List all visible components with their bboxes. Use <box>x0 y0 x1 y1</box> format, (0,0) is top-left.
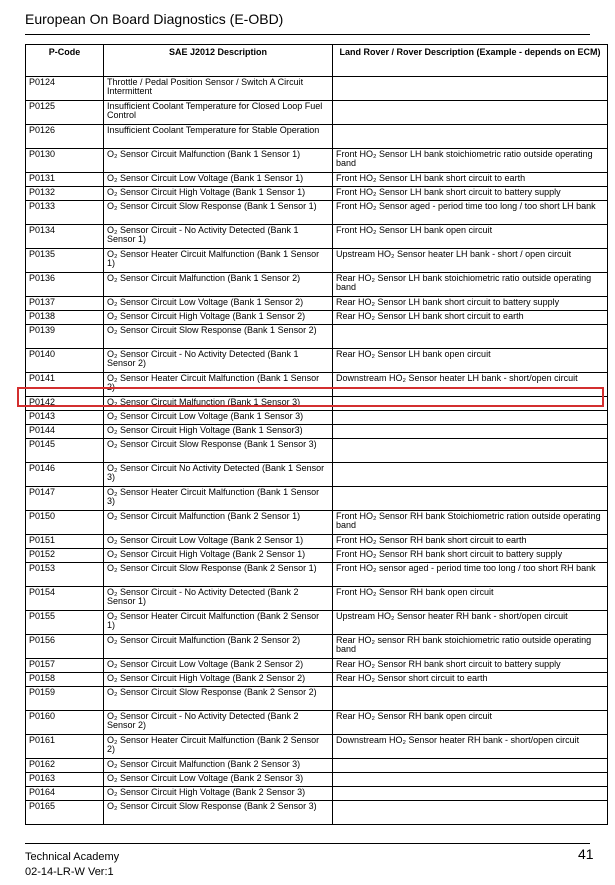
cell-landrover-description: Front HO₂ Sensor RH bank short circuit to battery supply <box>333 549 608 563</box>
cell-sae-description: O₂ Sensor Circuit Low Voltage (Bank 1 Sensor 1) <box>104 173 333 187</box>
table-row <box>26 325 608 349</box>
cell-pcode: P0147 <box>26 487 104 511</box>
cell-landrover-description: Rear HO₂ Sensor RH bank open circuit <box>333 711 608 735</box>
cell-landrover-description: Front HO₂ Sensor LH bank short circuit to battery supply <box>333 187 608 201</box>
footer-info <box>25 850 119 880</box>
footer-version: 02-14-LR-W Ver:1 <box>25 866 114 878</box>
cell-landrover-description <box>333 77 608 101</box>
table-body <box>26 77 608 825</box>
cell-landrover-description: Rear HO₂ Sensor LH bank short circuit to earth <box>333 311 608 325</box>
cell-sae-description: O₂ Sensor Heater Circuit Malfunction (Bank 1 Sensor 2) <box>104 373 333 397</box>
cell-sae-description: O₂ Sensor Circuit Low Voltage (Bank 1 Sensor 3) <box>104 411 333 425</box>
cell-pcode: P0140 <box>26 349 104 373</box>
cell-pcode: P0163 <box>26 773 104 787</box>
table-row <box>26 425 608 439</box>
cell-sae-description: O₂ Sensor Circuit No Activity Detected (Bank 1 Sensor 3) <box>104 463 333 487</box>
cell-pcode: P0162 <box>26 759 104 773</box>
cell-pcode: P0144 <box>26 425 104 439</box>
cell-landrover-description: Front HO₂ Sensor aged - period time too long / too short LH bank <box>333 201 608 225</box>
cell-sae-description: O₂ Sensor Circuit Low Voltage (Bank 2 Sensor 3) <box>104 773 333 787</box>
footer-academy: Technical Academy <box>25 851 120 863</box>
cell-sae-description: O₂ Sensor Circuit Malfunction (Bank 2 Sensor 2) <box>104 635 333 659</box>
table-row <box>26 535 608 549</box>
cell-pcode: P0155 <box>26 611 104 635</box>
cell-pcode: P0146 <box>26 463 104 487</box>
table-row <box>26 149 608 173</box>
cell-landrover-description: Downstream HO₂ Sensor heater LH bank - short/open circuit <box>333 373 608 397</box>
cell-landrover-description: Front HO₂ Sensor RH bank short circuit to earth <box>333 535 608 549</box>
cell-landrover-description <box>333 411 608 425</box>
cell-pcode: P0165 <box>26 801 104 825</box>
table-header-row <box>26 45 608 77</box>
table-row <box>26 687 608 711</box>
cell-pcode: P0157 <box>26 659 104 673</box>
table-row <box>26 549 608 563</box>
cell-landrover-description: Rear HO₂ Sensor LH bank stoichiometric ratio outside operating band <box>333 273 608 297</box>
cell-pcode: P0164 <box>26 787 104 801</box>
cell-landrover-description: Upstream HO₂ Sensor heater LH bank - short / open circuit <box>333 249 608 273</box>
table-row <box>26 101 608 125</box>
cell-sae-description: O₂ Sensor Circuit Malfunction (Bank 2 Sensor 1) <box>104 511 333 535</box>
cell-pcode: P0145 <box>26 439 104 463</box>
page-number: 41 <box>578 846 594 862</box>
cell-pcode: P0159 <box>26 687 104 711</box>
cell-pcode: P0124 <box>26 77 104 101</box>
table-row <box>26 801 608 825</box>
cell-landrover-description <box>333 487 608 511</box>
table-row <box>26 511 608 535</box>
cell-pcode: P0158 <box>26 673 104 687</box>
cell-sae-description: O₂ Sensor Circuit Low Voltage (Bank 1 Sensor 2) <box>104 297 333 311</box>
table-row <box>26 273 608 297</box>
cell-pcode: P0135 <box>26 249 104 273</box>
table-row <box>26 611 608 635</box>
cell-pcode: P0134 <box>26 225 104 249</box>
cell-pcode: P0133 <box>26 201 104 225</box>
cell-landrover-description <box>333 801 608 825</box>
table-row <box>26 249 608 273</box>
cell-landrover-description <box>333 463 608 487</box>
table-row <box>26 311 608 325</box>
table-row <box>26 563 608 587</box>
cell-sae-description: O₂ Sensor Circuit Low Voltage (Bank 2 Sensor 1) <box>104 535 333 549</box>
cell-landrover-description: Rear HO₂ Sensor LH bank short circuit to battery supply <box>333 297 608 311</box>
cell-sae-description: O₂ Sensor Circuit Low Voltage (Bank 2 Sensor 2) <box>104 659 333 673</box>
cell-pcode: P0156 <box>26 635 104 659</box>
cell-sae-description: O₂ Sensor Heater Circuit Malfunction (Bank 2 Sensor 2) <box>104 735 333 759</box>
table-row <box>26 439 608 463</box>
cell-pcode: P0136 <box>26 273 104 297</box>
table-row <box>26 711 608 735</box>
cell-pcode: P0141 <box>26 373 104 397</box>
cell-pcode: P0152 <box>26 549 104 563</box>
cell-landrover-description <box>333 773 608 787</box>
cell-landrover-description: Front HO₂ Sensor RH bank Stoichiometric ration outside operating band <box>333 511 608 535</box>
cell-pcode: P0126 <box>26 125 104 149</box>
cell-pcode: P0142 <box>26 397 104 411</box>
cell-pcode: P0125 <box>26 101 104 125</box>
cell-sae-description: Insufficient Coolant Temperature for Stable Operation <box>104 125 333 149</box>
cell-landrover-description <box>333 125 608 149</box>
table-row <box>26 773 608 787</box>
table-row <box>26 225 608 249</box>
cell-landrover-description <box>333 425 608 439</box>
cell-sae-description: O₂ Sensor Circuit - No Activity Detected (Bank 2 Sensor 2) <box>104 711 333 735</box>
page-title: European On Board Diagnostics (E-OBD) <box>25 11 284 27</box>
cell-pcode: P0132 <box>26 187 104 201</box>
table-row <box>26 349 608 373</box>
cell-sae-description: O₂ Sensor Heater Circuit Malfunction (Bank 1 Sensor 3) <box>104 487 333 511</box>
cell-pcode: P0137 <box>26 297 104 311</box>
cell-landrover-description: Rear HO₂ sensor RH bank stoichiometric ratio outside operating band <box>333 635 608 659</box>
cell-pcode: P0151 <box>26 535 104 549</box>
cell-sae-description: O₂ Sensor Circuit Slow Response (Bank 1 Sensor 3) <box>104 439 333 463</box>
cell-sae-description: O₂ Sensor Circuit High Voltage (Bank 2 Sensor 2) <box>104 673 333 687</box>
cell-sae-description: O₂ Sensor Circuit Malfunction (Bank 2 Sensor 3) <box>104 759 333 773</box>
table-row <box>26 77 608 101</box>
table-row <box>26 787 608 801</box>
table-row <box>26 411 608 425</box>
cell-pcode: P0153 <box>26 563 104 587</box>
cell-landrover-description: Rear HO₂ Sensor short circuit to earth <box>333 673 608 687</box>
cell-landrover-description: Front HO₂ Sensor RH bank open circuit <box>333 587 608 611</box>
cell-landrover-description: Rear HO₂ Sensor LH bank open circuit <box>333 349 608 373</box>
cell-sae-description: O₂ Sensor Circuit Slow Response (Bank 2 Sensor 2) <box>104 687 333 711</box>
cell-sae-description: O₂ Sensor Circuit High Voltage (Bank 2 Sensor 3) <box>104 787 333 801</box>
cell-pcode: P0131 <box>26 173 104 187</box>
table-row <box>26 673 608 687</box>
column-header-landrover-description: Land Rover / Rover Description (Example - depends on ECM) <box>333 45 608 77</box>
table-row <box>26 125 608 149</box>
cell-pcode: P0143 <box>26 411 104 425</box>
cell-pcode: P0130 <box>26 149 104 173</box>
table-row <box>26 759 608 773</box>
cell-sae-description: O₂ Sensor Heater Circuit Malfunction (Bank 2 Sensor 1) <box>104 611 333 635</box>
cell-sae-description: O₂ Sensor Circuit High Voltage (Bank 1 Sensor3) <box>104 425 333 439</box>
table-row <box>26 297 608 311</box>
cell-landrover-description: Upstream HO₂ Sensor heater RH bank - short/open circuit <box>333 611 608 635</box>
table-row <box>26 463 608 487</box>
cell-sae-description: Throttle / Pedal Position Sensor / Switch A Circuit Intermittent <box>104 77 333 101</box>
cell-sae-description: O₂ Sensor Circuit Slow Response (Bank 1 Sensor 1) <box>104 201 333 225</box>
table-row <box>26 487 608 511</box>
cell-landrover-description <box>333 439 608 463</box>
table-row <box>26 659 608 673</box>
cell-sae-description: O₂ Sensor Circuit High Voltage (Bank 2 Sensor 1) <box>104 549 333 563</box>
table-row <box>26 635 608 659</box>
cell-landrover-description <box>333 787 608 801</box>
cell-landrover-description: Downstream HO₂ Sensor heater RH bank - short/open circuit <box>333 735 608 759</box>
cell-pcode: P0161 <box>26 735 104 759</box>
cell-sae-description: O₂ Sensor Circuit Malfunction (Bank 1 Sensor 3) <box>104 397 333 411</box>
cell-sae-description: O₂ Sensor Circuit - No Activity Detected (Bank 1 Sensor 1) <box>104 225 333 249</box>
diagnostic-code-table <box>25 44 608 825</box>
cell-pcode: P0160 <box>26 711 104 735</box>
table-row <box>26 735 608 759</box>
table-row <box>26 587 608 611</box>
cell-sae-description: O₂ Sensor Circuit - No Activity Detected (Bank 1 Sensor 2) <box>104 349 333 373</box>
table-row <box>26 187 608 201</box>
cell-sae-description: Insufficient Coolant Temperature for Closed Loop Fuel Control <box>104 101 333 125</box>
cell-landrover-description <box>333 759 608 773</box>
highlight-box <box>17 387 604 407</box>
column-header-pcode: P-Code <box>26 45 104 77</box>
cell-sae-description: O₂ Sensor Circuit - No Activity Detected (Bank 2 Sensor 1) <box>104 587 333 611</box>
cell-sae-description: O₂ Sensor Circuit High Voltage (Bank 1 Sensor 1) <box>104 187 333 201</box>
cell-landrover-description: Front HO₂ sensor aged - period time too long / too short RH bank <box>333 563 608 587</box>
cell-pcode: P0150 <box>26 511 104 535</box>
footer-divider <box>25 843 590 844</box>
column-header-sae-description: SAE J2012 Description <box>104 45 333 77</box>
cell-landrover-description: Front HO₂ Sensor LH bank stoichiometric ratio outside operating band <box>333 149 608 173</box>
cell-pcode: P0154 <box>26 587 104 611</box>
cell-landrover-description: Front HO₂ Sensor LH bank open circuit <box>333 225 608 249</box>
cell-sae-description: O₂ Sensor Circuit Malfunction (Bank 1 Sensor 2) <box>104 273 333 297</box>
cell-landrover-description: Front HO₂ Sensor LH bank short circuit to earth <box>333 173 608 187</box>
cell-landrover-description: Rear HO₂ Sensor RH bank short circuit to battery supply <box>333 659 608 673</box>
cell-landrover-description <box>333 687 608 711</box>
cell-pcode: P0138 <box>26 311 104 325</box>
cell-sae-description: O₂ Sensor Circuit Slow Response (Bank 2 Sensor 3) <box>104 801 333 825</box>
cell-landrover-description <box>333 325 608 349</box>
cell-sae-description: O₂ Sensor Circuit Malfunction (Bank 1 Sensor 1) <box>104 149 333 173</box>
cell-sae-description: O₂ Sensor Circuit Slow Response (Bank 2 Sensor 1) <box>104 563 333 587</box>
table-row <box>26 201 608 225</box>
table-row <box>26 173 608 187</box>
cell-landrover-description <box>333 101 608 125</box>
cell-sae-description: O₂ Sensor Circuit Slow Response (Bank 1 Sensor 2) <box>104 325 333 349</box>
title-divider <box>25 34 590 35</box>
cell-sae-description: O₂ Sensor Heater Circuit Malfunction (Bank 1 Sensor 1) <box>104 249 333 273</box>
cell-sae-description: O₂ Sensor Circuit High Voltage (Bank 1 Sensor 2) <box>104 311 333 325</box>
cell-pcode: P0139 <box>26 325 104 349</box>
